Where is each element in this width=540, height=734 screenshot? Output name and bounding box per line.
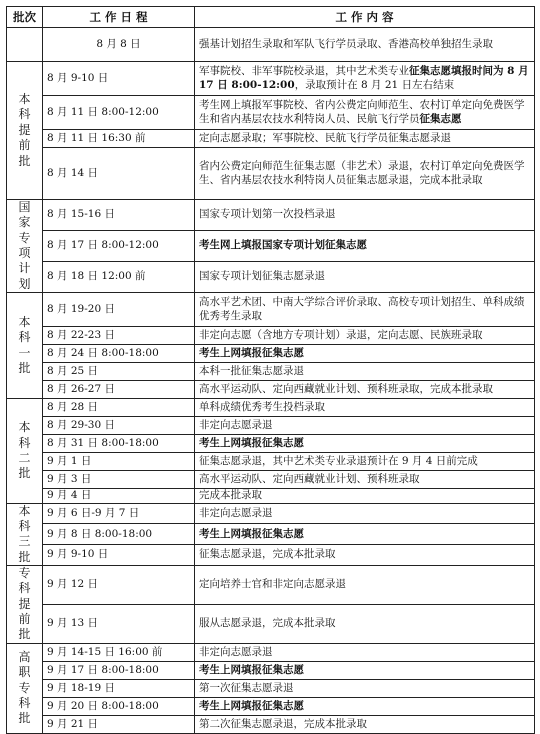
admission-schedule-table [6, 6, 535, 734]
work-content [195, 363, 535, 381]
content-text: 国家专项计划第一次投档录退 [199, 208, 336, 221]
content-text: 本科一批征集志愿录退 [199, 364, 304, 377]
schedule-row [7, 566, 535, 605]
header-row [7, 7, 535, 28]
content-emphasis: 考生上网填报征集志愿 [199, 527, 304, 540]
work-content [195, 293, 535, 327]
schedule-date: 9 月 1 日 [43, 453, 195, 471]
schedule-date: 9 月 3 日 [43, 471, 195, 489]
schedule-row [7, 148, 535, 200]
work-content [195, 524, 535, 545]
header-content: 工 作 内 容 [195, 7, 535, 28]
batch-cell: 本科提前批 [7, 62, 43, 200]
schedule-row [7, 200, 535, 231]
content-text: 高水平运动队、定向西藏就业计划、预科班录取，完成本批录取 [199, 382, 493, 395]
schedule-row [7, 327, 535, 345]
schedule-body [7, 28, 535, 734]
schedule-date: 8 月 28 日 [43, 399, 195, 417]
schedule-row [7, 453, 535, 471]
content-text: ，录取预计在 8 月 21 日左右结束 [294, 78, 455, 91]
schedule-row [7, 545, 535, 566]
content-emphasis: 考生上网填报征集志愿 [199, 346, 304, 359]
schedule-date: 9 月 20 日 8:00-18:00 [43, 697, 195, 715]
schedule-row [7, 524, 535, 545]
schedule-date: 8 月 25 日 [43, 363, 195, 381]
schedule-date: 8 月 17 日 8:00-12:00 [43, 231, 195, 262]
work-content [195, 148, 535, 200]
schedule-date: 8 月 15-16 日 [43, 200, 195, 231]
content-text: 高水平艺术团、中南大学综合评价录取、高校专项计划招生、单科成绩优秀考生录取 [199, 296, 525, 322]
schedule-row [7, 604, 535, 643]
content-emphasis: 考生上网填报征集志愿 [199, 663, 304, 676]
content-text: 军事院校、非军事院校录退，其中艺术类专业 [199, 65, 409, 78]
schedule-date: 9 月 4 日 [43, 489, 195, 503]
schedule-row [7, 503, 535, 524]
schedule-date: 9 月 18-19 日 [43, 679, 195, 697]
schedule-date: 9 月 6 日-9 月 7 日 [43, 503, 195, 524]
work-content [195, 453, 535, 471]
batch-cell [7, 28, 43, 62]
schedule-date: 8 月 29-30 日 [43, 417, 195, 435]
schedule-row [7, 417, 535, 435]
content-text: 第二次征集志愿录退，完成本批录取 [199, 717, 367, 730]
schedule-row [7, 643, 535, 661]
work-content [195, 96, 535, 130]
schedule-row [7, 62, 535, 96]
work-content [195, 604, 535, 643]
content-text: 高水平运动队、定向西藏就业计划、预科班录取 [199, 472, 420, 485]
schedule-date: 8 月 24 日 8:00-18:00 [43, 345, 195, 363]
content-text: 非定向志愿（含地方专项计划）录退，定向志愿、民族班录取 [199, 328, 483, 341]
content-emphasis: 考生上网填报征集志愿 [199, 699, 304, 712]
batch-cell: 国家专项计划 [7, 200, 43, 293]
schedule-row [7, 231, 535, 262]
header-schedule: 工 作 日 程 [43, 7, 195, 28]
schedule-row [7, 28, 535, 62]
content-text: 第一次征集志愿录退 [199, 681, 294, 694]
work-content [195, 62, 535, 96]
schedule-row [7, 471, 535, 489]
schedule-date: 8 月 26-27 日 [43, 381, 195, 399]
work-content [195, 130, 535, 148]
schedule-row [7, 661, 535, 679]
batch-cell: 本科一批 [7, 293, 43, 399]
work-content [195, 381, 535, 399]
schedule-date: 8 月 14 日 [43, 148, 195, 200]
content-text: 征集志愿录退，完成本批录取 [199, 548, 336, 561]
work-content [195, 417, 535, 435]
batch-cell: 高职专科批 [7, 643, 43, 733]
work-content [195, 399, 535, 417]
schedule-date: 8 月 22-23 日 [43, 327, 195, 345]
content-text: 定向培养士官和非定向志愿录退 [199, 578, 346, 591]
work-content [195, 345, 535, 363]
schedule-row [7, 345, 535, 363]
schedule-row [7, 697, 535, 715]
schedule-date: 9 月 21 日 [43, 715, 195, 733]
content-emphasis: 考生上网填报征集志愿 [199, 436, 304, 449]
work-content [195, 643, 535, 661]
content-emphasis: 考生网上填报国家专项计划征集志愿 [199, 239, 367, 252]
work-content [195, 661, 535, 679]
content-text: 定向志愿录取；军事院校、民航飞行学员征集志愿录退 [199, 131, 451, 144]
schedule-row [7, 381, 535, 399]
work-content [195, 262, 535, 293]
content-text: 非定向志愿录退 [199, 506, 273, 519]
schedule-date: 8 月 11 日 8:00-12:00 [43, 96, 195, 130]
content-text: 征集志愿录退，其中艺术类专业录退预计在 9 月 4 日前完成 [199, 454, 478, 467]
schedule-row [7, 715, 535, 733]
batch-cell: 本科二批 [7, 399, 43, 503]
content-text: 强基计划招生录取和军队飞行学员录取、香港高校单独招生录取 [199, 37, 493, 50]
work-content [195, 471, 535, 489]
schedule-row [7, 399, 535, 417]
schedule-row [7, 363, 535, 381]
schedule-date: 8 月 11 日 16:30 前 [43, 130, 195, 148]
work-content [195, 503, 535, 524]
batch-cell: 专科提前批 [7, 566, 43, 644]
schedule-row [7, 262, 535, 293]
content-text: 考生网上填报军事院校、省内公费定向师范生、农村订单定向免费医学生和省内基层农技水利特岗人员、民航飞行学员 [199, 99, 525, 125]
schedule-date: 8 月 31 日 8:00-18:00 [43, 435, 195, 453]
content-text: 非定向志愿录退 [199, 645, 273, 658]
schedule-row [7, 679, 535, 697]
schedule-row [7, 96, 535, 130]
schedule-date: 9 月 8 日 8:00-18:00 [43, 524, 195, 545]
content-text: 完成本批录取 [199, 489, 262, 502]
schedule-date: 9 月 12 日 [43, 566, 195, 605]
content-text: 非定向志愿录退 [199, 418, 273, 431]
batch-cell: 本科三批 [7, 503, 43, 565]
content-text: 国家专项计划征集志愿录退 [199, 270, 325, 283]
schedule-date: 8 月 18 日 12:00 前 [43, 262, 195, 293]
work-content [195, 28, 535, 62]
content-text: 省内公费定向师范生征集志愿（非艺术）录退，农村订单定向免费医学生、省内基层农技水利特岗人员征集志愿录退，完成本批录取 [199, 160, 525, 186]
schedule-date: 9 月 14-15 日 16:00 前 [43, 643, 195, 661]
schedule-row [7, 130, 535, 148]
work-content [195, 200, 535, 231]
work-content [195, 679, 535, 697]
work-content [195, 697, 535, 715]
schedule-row [7, 435, 535, 453]
schedule-row [7, 293, 535, 327]
work-content [195, 489, 535, 503]
content-text: 服从志愿录退，完成本批录取 [199, 617, 336, 630]
work-content [195, 327, 535, 345]
content-emphasis: 征集志愿 [419, 112, 462, 125]
schedule-date: 9 月 9-10 日 [43, 545, 195, 566]
work-content [195, 231, 535, 262]
schedule-row [7, 489, 535, 503]
work-content [195, 435, 535, 453]
content-text: 单科成绩优秀考生投档录取 [199, 400, 325, 413]
schedule-date: 9 月 13 日 [43, 604, 195, 643]
schedule-date: 8 月 9-10 日 [43, 62, 195, 96]
work-content [195, 566, 535, 605]
header-batch: 批次 [7, 7, 43, 28]
schedule-date: 8 月 8 日 [43, 28, 195, 62]
schedule-date: 9 月 17 日 8:00-18:00 [43, 661, 195, 679]
schedule-date: 8 月 19-20 日 [43, 293, 195, 327]
work-content [195, 715, 535, 733]
content-emphasis: 征集志愿填报时间为 8 月 17 日 8:00-12:00 [199, 65, 529, 91]
work-content [195, 545, 535, 566]
